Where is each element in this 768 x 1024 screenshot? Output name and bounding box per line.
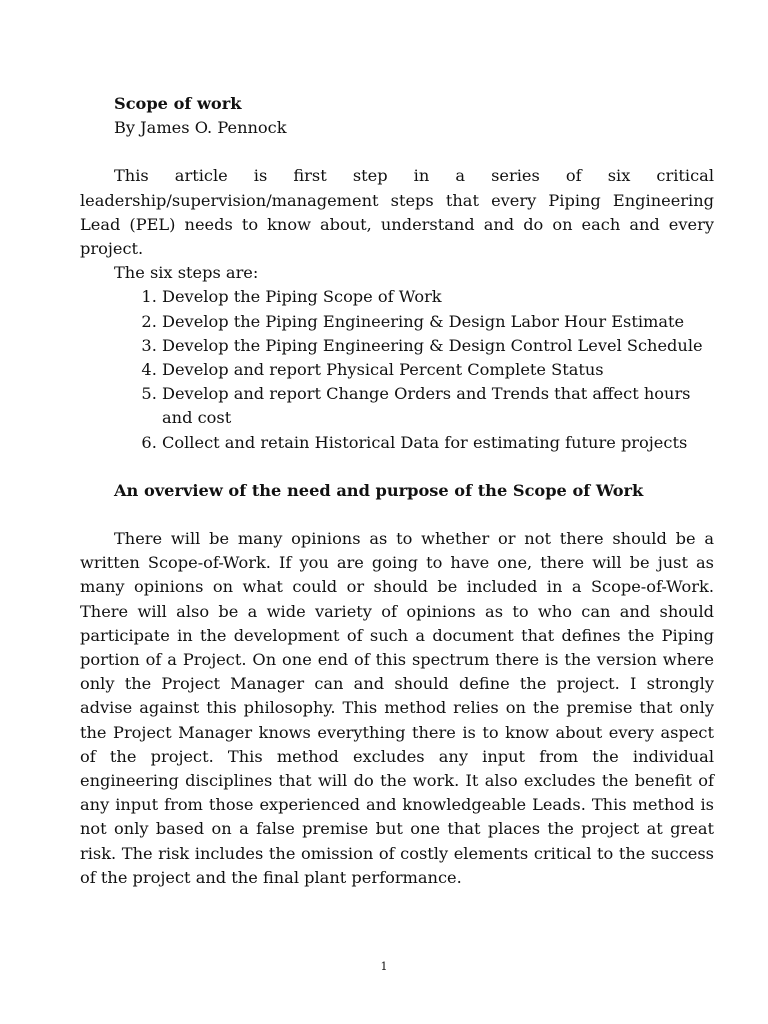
list-item: 2. Develop the Piping Engineering & Design Labor Hour Estimate (162, 310, 714, 334)
list-item: 3. Develop the Piping Engineering & Design Control Level Schedule (162, 334, 714, 358)
document-author: By James O. Pennock (114, 118, 287, 138)
section-heading: An overview of the need and purpose of the Scope of Work (114, 480, 644, 500)
steps-intro: The six steps are: (114, 263, 259, 283)
intro-paragraph: This article is first step in a series of six critical leadership/supervision/management steps that every Piping Engineering Lead (PEL) needs to know about, understand and do on each and every project. (80, 166, 714, 259)
list-item: 6. Collect and retain Historical Data for estimating future projects (162, 431, 714, 455)
list-item: 1. Develop the Piping Scope of Work (162, 285, 714, 309)
list-item: 4. Develop and report Physical Percent Complete Status (162, 358, 714, 382)
document-title: Scope of work (114, 94, 242, 113)
spacer (80, 455, 714, 479)
list-item: 5. Develop and report Change Orders and Trends that affect hours and cost (162, 382, 714, 430)
spacer (80, 140, 714, 164)
steps-list (80, 285, 714, 454)
body-paragraph: There will be many opinions as to whether or not there should be a written Scope-of-Work. If you are going to have one, there will be just as many opinions on what could or should be included in a Scope-of-Work. There will also be a wide variety of opinions as to who can and should participate in the development of such a document that defines the Piping portion of a Project. On one end of this spectrum there is the version where only the Project Manager can and should define the project. I strongly advise against this philosophy. This method relies on the premise that only the Project Manager knows everything there is to know about every aspect of the project. This method excludes any input from the individual engineering disciplines that will do the work. It also excludes the benefit of any input from those experienced and knowledgeable Leads. This method is not only based on a false premise but one that places the project at great risk. The risk includes the omission of costly elements critical to the success of the project and the final plant performance. (80, 529, 714, 887)
page-number: 1 (380, 960, 388, 973)
spacer (80, 503, 714, 527)
document-page (80, 92, 714, 890)
